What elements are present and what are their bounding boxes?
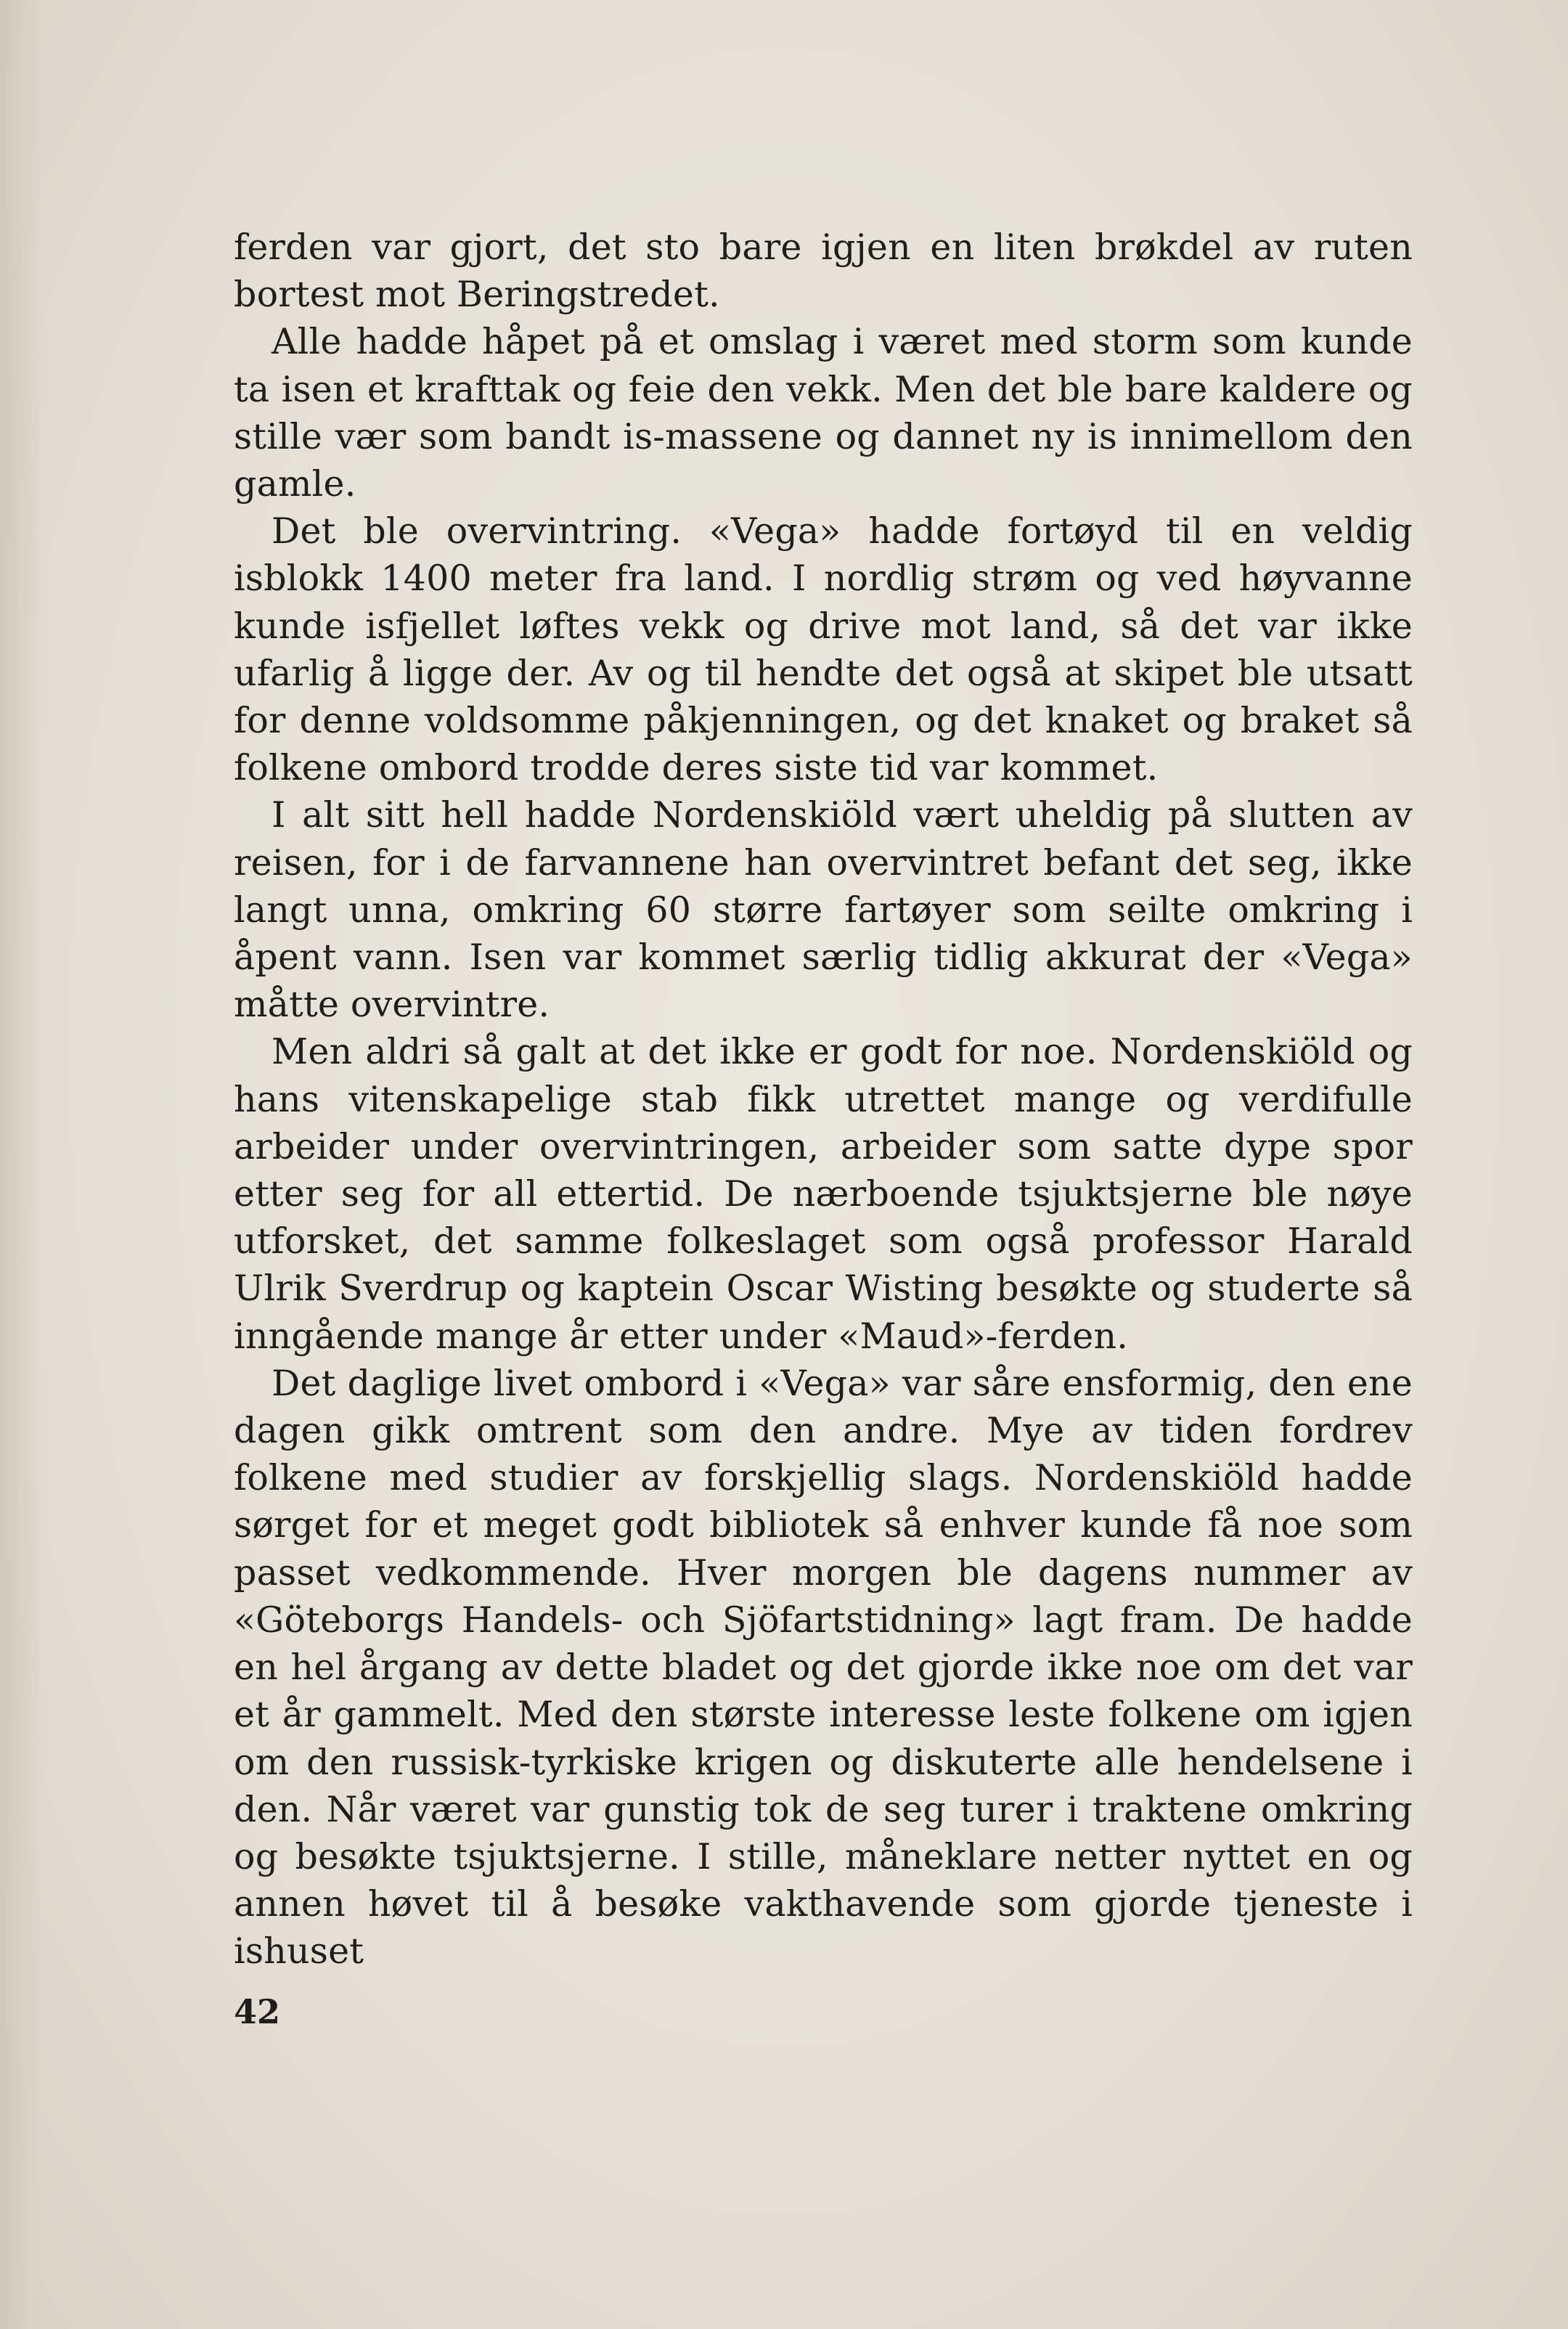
body-text — [234, 224, 1413, 1975]
paragraph-1: ferden var gjort, det sto bare igjen en liten brøkdel av ruten bortest mot Beringstredet. — [234, 227, 1413, 316]
paragraph-5: Men aldri så galt at det ikke er godt for noe. Nordenskiöld og hans vitenskapelige stab fikk utrettet mange og verdifulle arbeider under overvintringen, arbeider som satte dype spor etter seg for all ettertid. De nærboende tsjuktsjerne ble nøye utforsket, det samme folkeslaget som også professor Harald Ulrik Sverdrup og kaptein Oscar Wisting besøkte og studerte så inngående mange år etter under «Maud»-ferden. — [234, 1031, 1413, 1357]
paragraph-4: I alt sitt hell hadde Nordenskiöld vært uheldig på slutten av reisen, for i de farvannene han overvintret befant det seg, ikke langt unna, omkring 60 større fartøyer som seilte omkring i åpent vann. Isen var kommet særlig tidlig akkurat der «Vega» måtte overvintre. — [234, 794, 1413, 1026]
page-number: 42 — [234, 1992, 281, 2031]
page-edge-shadow — [0, 0, 44, 2329]
paragraph-2: Alle hadde håpet på et omslag i været med storm som kunde ta isen et krafttak og feie den vekk. Men det ble bare kaldere og stille vær som bandt is-massene og dannet ny is innimellom den gamle. — [234, 321, 1413, 505]
paragraph-6: Det daglige livet ombord i «Vega» var såre ensformig, den ene dagen gikk omtrent som den andre. Mye av tiden fordrev folkene med studier av forskjellig slags. Nordenskiöld hadde sørget for et meget godt bibliotek så enhver kunde få noe som passet vedkommende. Hver morgen ble dagens nummer av «Göteborgs Handels- och Sjöfartstidning» lagt fram. De hadde en hel årgang av dette bladet og det gjorde ikke noe om det var et år gammelt. Med den største interesse leste folkene om igjen om den russisk-tyrkiske krigen og diskuterte alle hendelsene i den. Når været var gunstig tok de seg turer i traktene omkring og besøkte tsjuktsjerne. I stille, måneklare netter nyttet en og annen høvet til å besøke vakthavende som gjorde tjeneste i ishuset — [234, 1362, 1413, 1973]
paragraph-3: Det ble overvintring. «Vega» hadde fortøyd til en veldig isblokk 1400 meter fra land. I nordlig strøm og ved høyvanne kunde isfjellet løftes vekk og drive mot land, så det var ikke ufarlig å ligge der. Av og til hendte det også at skipet ble utsatt for denne voldsomme påkjenningen, og det knaket og braket så folkene ombord trodde deres siste tid var kommet. — [234, 510, 1413, 789]
